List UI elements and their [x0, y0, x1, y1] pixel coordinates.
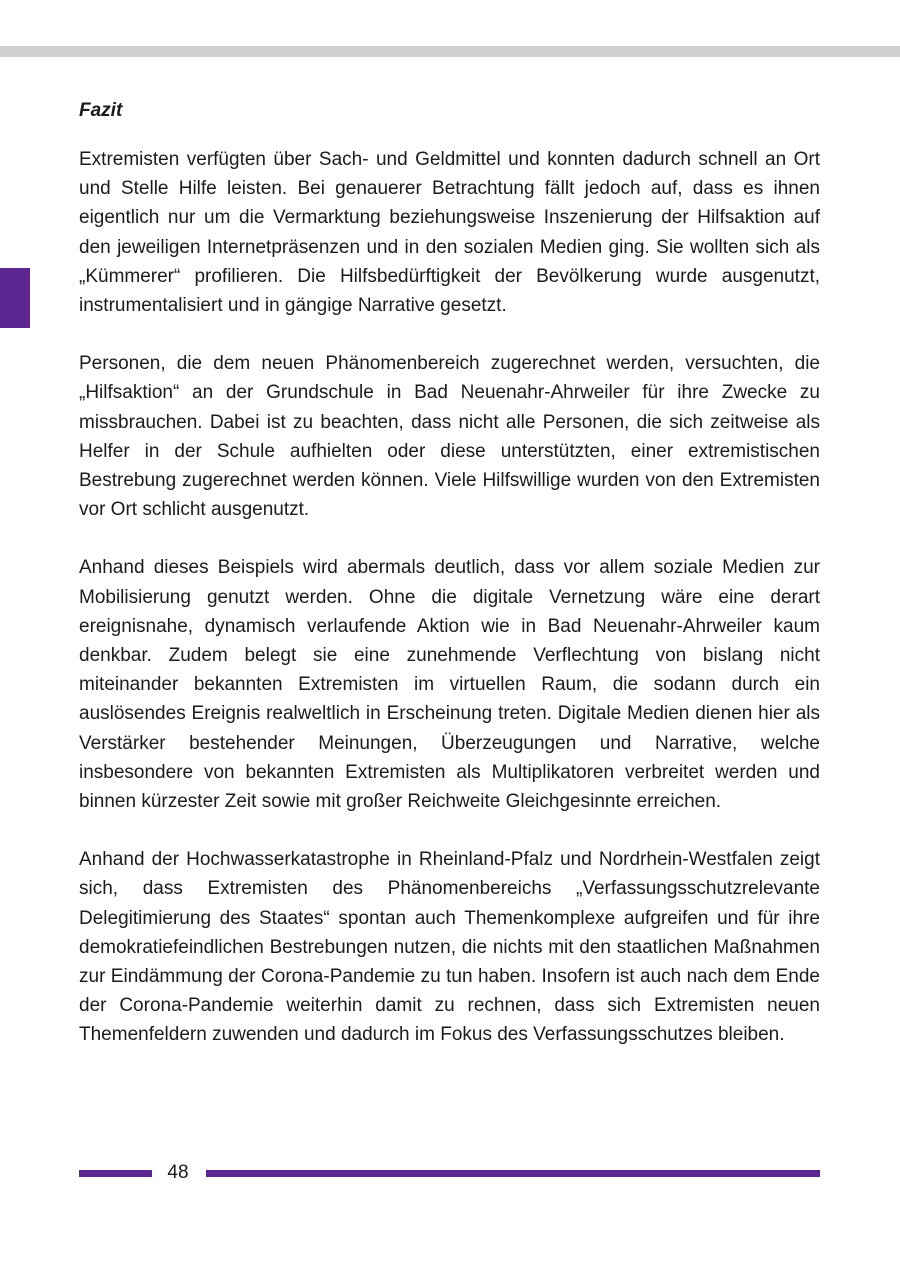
- paragraph-3: Anhand dieses Beispiels wird abermals deutlich, dass vor allem soziale Medien zur Mobilisierung genutzt werden. Ohne die digitale Vernetzung wäre eine derart ereignisnahe, dynamisch verlaufende Aktion wie in Bad Neuenahr-Ahrweiler kaum denkbar. Zudem belegt sie eine zunehmende Verflechtung von bislang nicht miteinander bekannten Extremisten im virtuellen Raum, die sodann durch ein auslösendes Ereignis realweltlich in Erscheinung treten. Digitale Medien dienen hier als Verstärker bestehender Meinungen, Überzeugungen und Narrative, welche insbesondere von bekannten Extremisten als Multiplikatoren verbreitet werden und binnen kürzester Zeit sowie mit großer Reichweite Gleichgesinnte erreichen.: [79, 557, 820, 813]
- page-content: [79, 96, 820, 1050]
- paragraph-4: Anhand der Hochwasserkatastrophe in Rheinland-Pfalz und Nordrhein-Westfalen zeigt sich, dass Extremisten des Phänomenbereichs „Verfassungsschutzrelevante Delegitimierung des Staates“ spontan auch Themenkomplexe aufgreifen und für ihre demokratiefeindlichen Bestrebungen nutzen, die nichts mit den staatlichen Maßnahmen zur Eindämmung der Corona-Pandemie zu tun haben. Insofern ist auch nach dem Ende der Corona-Pandemie weiterhin damit zu rechnen, dass sich Extremisten neuen Themenfeldern zuwenden und dadurch im Fokus des Verfassungsschutzes bleiben.: [79, 849, 820, 1046]
- top-rule: [0, 46, 900, 57]
- footer-bar-right: [206, 1170, 820, 1177]
- paragraph-1: Extremisten verfügten über Sach- und Geldmittel und konnten dadurch schnell an Ort und Stelle Hilfe leisten. Bei genauerer Betrachtung fällt jedoch auf, dass es ihnen eigentlich nur um die Vermarktung beziehungsweise Inszenierung der Hilfsaktion auf den jeweiligen Internetpräsenzen und in den sozialen Medien ging. Sie wollten sich als „Kümmerer“ profilieren. Die Hilfsbedürftigkeit der Bevölkerung wurde ausgenutzt, instrumentalisiert und in gängige Narrative gesetzt.: [79, 149, 820, 317]
- paragraph-2: Personen, die dem neuen Phänomenbereich zugerechnet werden, versuchten, die „Hilfsaktion“ an der Grundschule in Bad Neuenahr-Ahrweiler für ihre Zwecke zu missbrauchen. Dabei ist zu beachten, dass nicht alle Personen, die sich zeitweise als Helfer in der Schule aufhielten oder diese unterstützten, einer extremistischen Bestrebung zugerechnet werden können. Viele Hilfswillige wurden von den Extremisten vor Ort schlicht ausgenutzt.: [79, 353, 820, 521]
- chapter-side-tab: [0, 268, 30, 328]
- page-footer: [79, 1162, 820, 1184]
- page-number: 48: [167, 1162, 189, 1183]
- section-heading: Fazit: [79, 100, 123, 121]
- footer-bar-left: [79, 1170, 152, 1177]
